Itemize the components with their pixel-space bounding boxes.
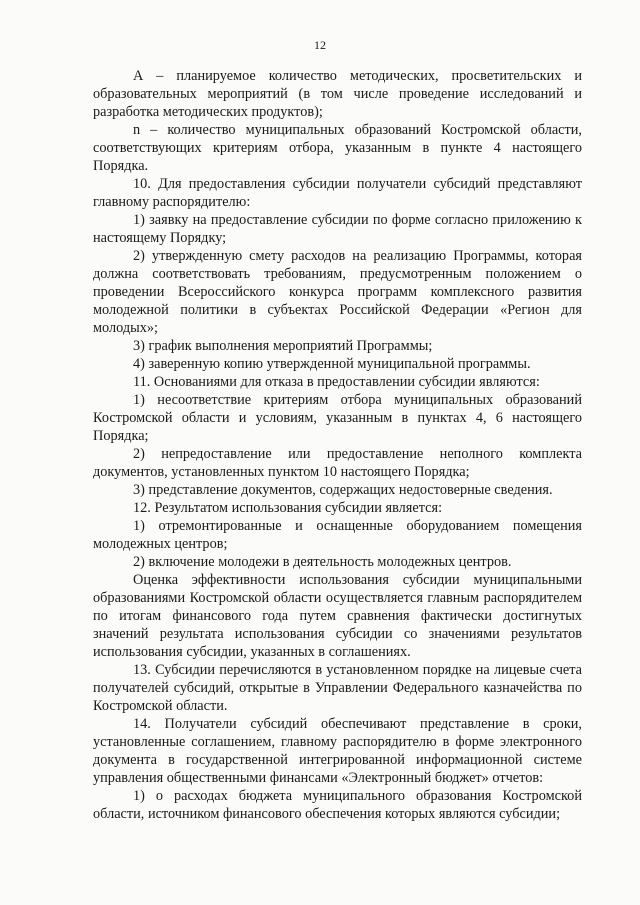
- paragraph-item-10-1: 1) заявку на предоставление субсидии по форме согласно приложению к настоящему Порядку;: [93, 212, 582, 246]
- paragraph-item-10-2: 2) утвержденную смету расходов на реализацию Программы, которая должна соответствовать требованиям, предусмотренным положением о проведении Всероссийского конкурса программ комплексного развития молодежной политики в субъектах Российской Федерации «Регион для молодых»;: [93, 248, 582, 336]
- paragraph-item-11-3: 3) представление документов, содержащих недостоверные сведения.: [133, 482, 553, 498]
- paragraph-item-11-1: 1) несоответствие критериям отбора муниципальных образований Костромской области и условиям, указанным в пунктах 4, 6 настоящего Порядка;: [93, 392, 582, 444]
- paragraph-item-10: 10. Для предоставления субсидии получатели субсидий представляют главному распорядителю:: [93, 176, 582, 210]
- paragraph-item-10-3: 3) график выполнения мероприятий Программы;: [133, 338, 433, 354]
- paragraph-item-12-1: 1) отремонтированные и оснащенные оборудованием помещения молодежных центров;: [93, 518, 582, 552]
- paragraph-item-14: 14. Получатели субсидий обеспечивают представление в сроки, установленные соглашением, главному распорядителю в форме электронного документа в государственной интегрированной информационной системе управления общественными финансами «Электронный бюджет» отчетов:: [93, 716, 582, 786]
- paragraph-item-14-1: 1) о расходах бюджета муниципального образования Костромской области, источником финансового обеспечения которых являются субсидии;: [93, 788, 582, 822]
- paragraph-item-10-4: 4) заверенную копию утвержденной муниципальной программы.: [133, 356, 531, 372]
- paragraph-item-11-2: 2) непредоставление или предоставление неполного комплекта документов, установленных пунктом 10 настоящего Порядка;: [93, 446, 582, 480]
- paragraph-n-definition: n – количество муниципальных образований Костромской области, соответствующих критериям отбора, указанным в пункте 4 настоящего Порядка.: [93, 122, 582, 174]
- paragraph-item-11: 11. Основаниями для отказа в предоставлении субсидии являются:: [133, 374, 540, 390]
- document-body: [93, 67, 582, 823]
- page-number: 12: [314, 38, 326, 52]
- paragraph-item-12-2: 2) включение молодежи в деятельность молодежных центров.: [133, 554, 512, 570]
- paragraph-item-13: 13. Субсидии перечисляются в установленном порядке на лицевые счета получателей субсидий, открытые в Управлении Федерального казначейства по Костромской области.: [93, 662, 582, 714]
- paragraph-item-12: 12. Результатом использования субсидии является:: [133, 500, 443, 516]
- paragraph-a-definition: А – планируемое количество методических, просветительских и образовательных мероприятий (в том числе проведение исследований и разработка методических продуктов);: [93, 68, 582, 120]
- paragraph-evaluation: Оценка эффективности использования субсидии муниципальными образованиями Костромской области осуществляется главным распорядителем по итогам финансового года путем сравнения фактически достигнутых значений результата использования субсидии со значениями результатов использования субсидии, указанных в соглашениях.: [93, 572, 582, 660]
